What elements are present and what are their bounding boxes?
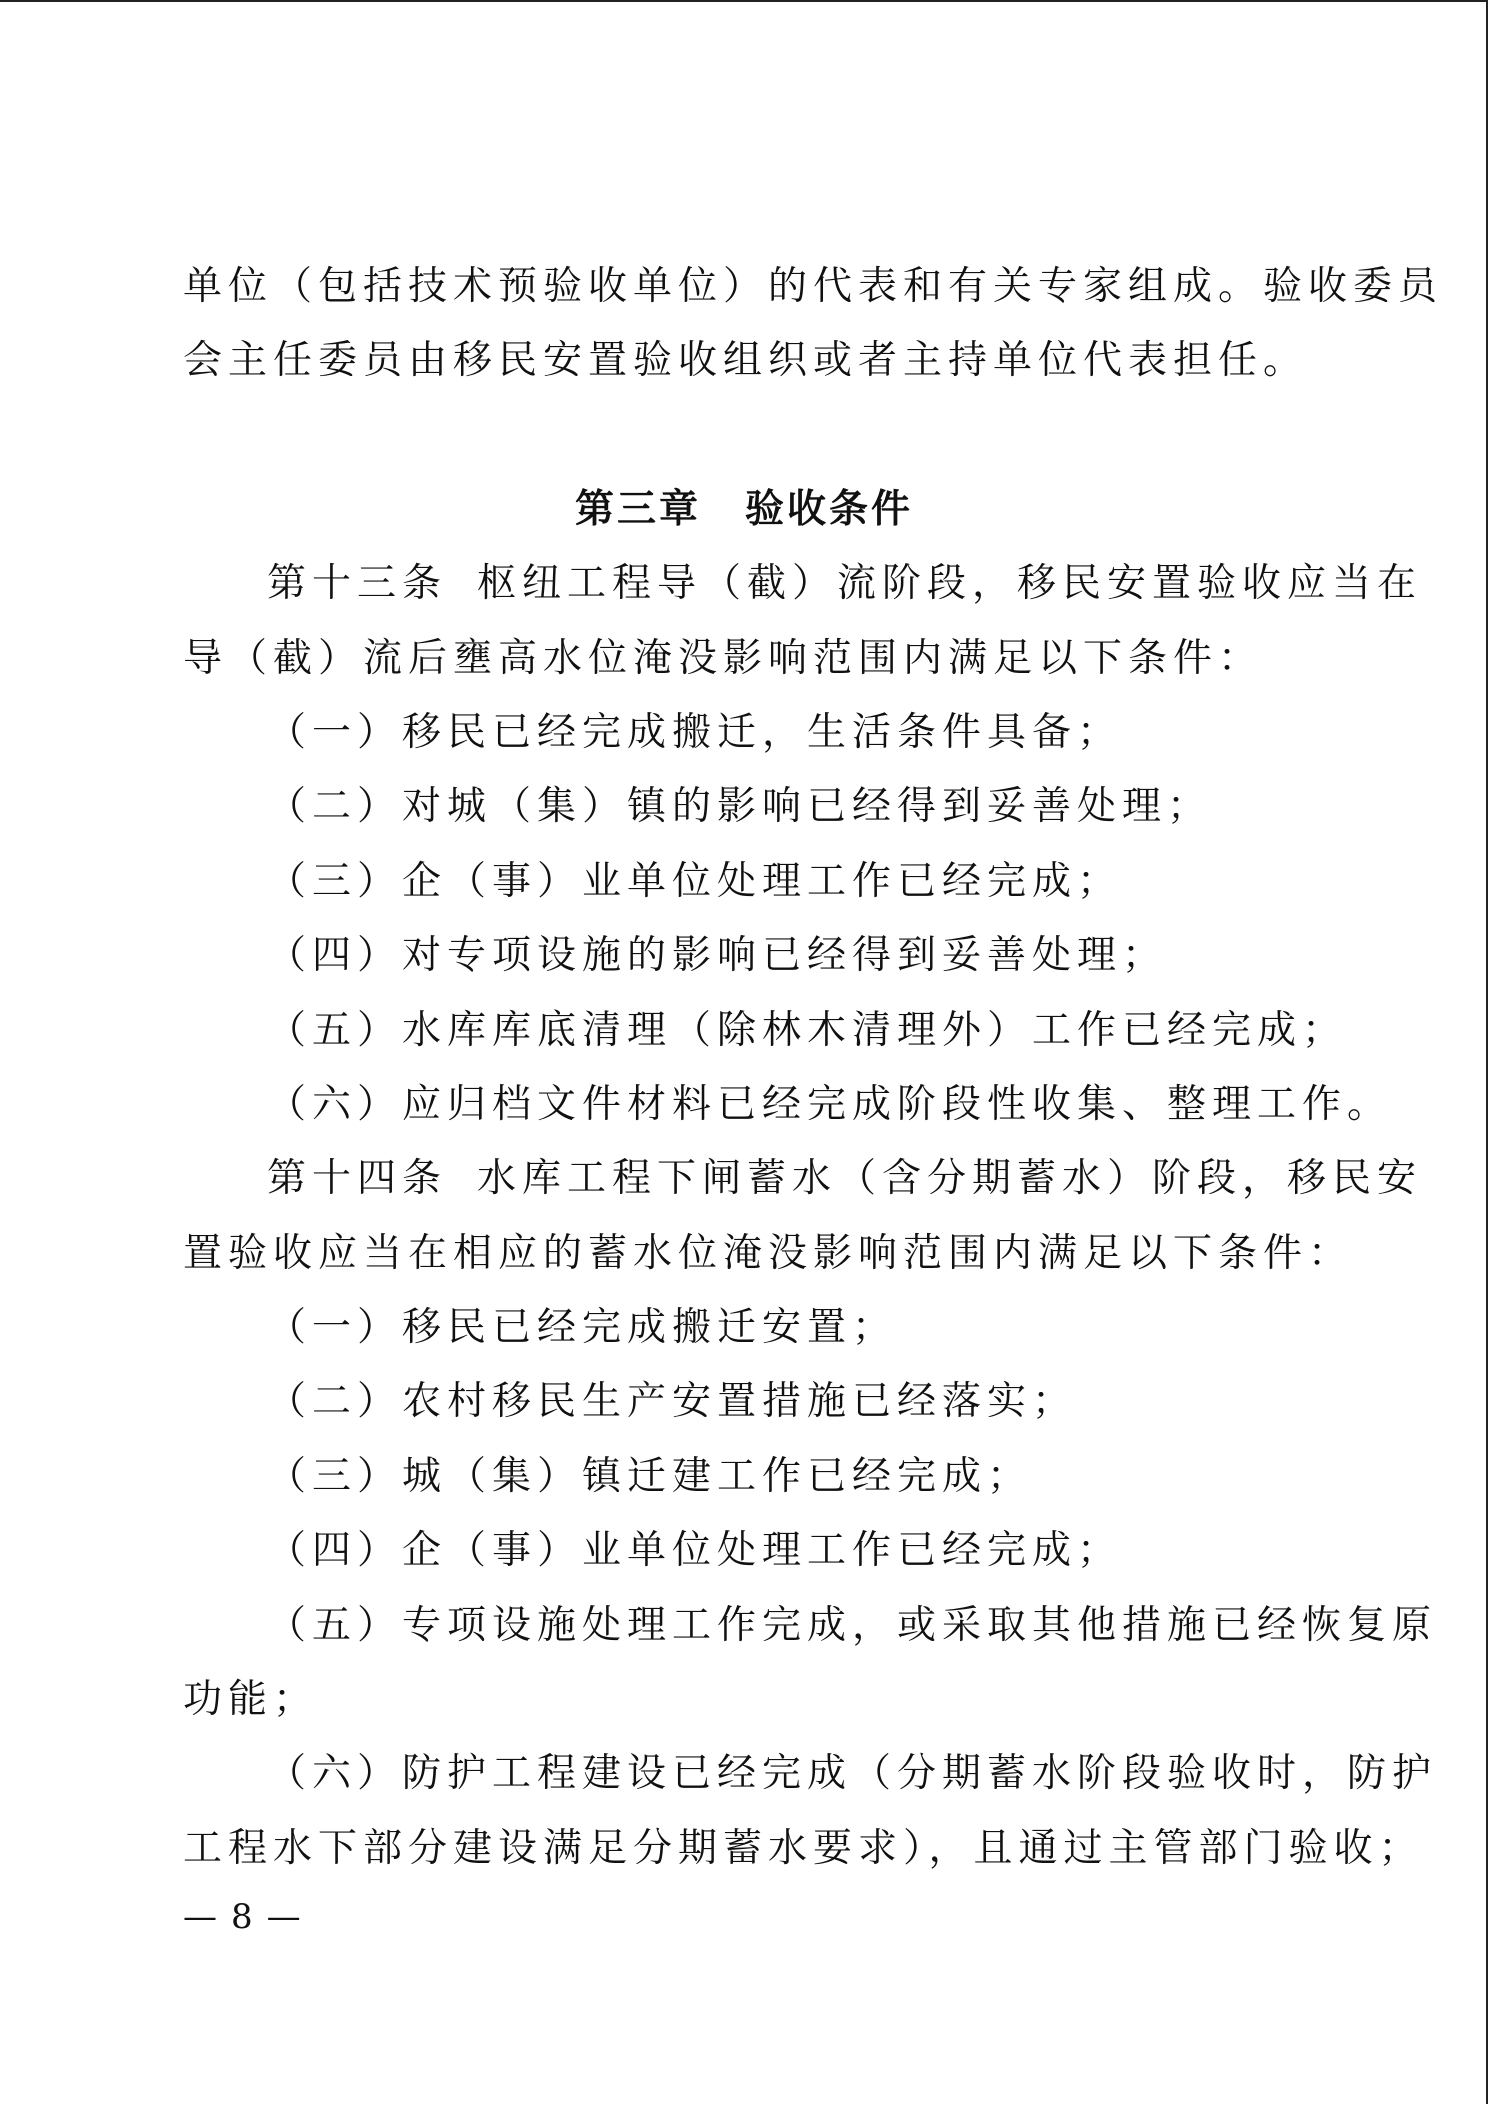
- page-top-edge: [0, 0, 1488, 2]
- chapter-title: 验收条件: [745, 486, 914, 532]
- article-14-head: 第十四条: [267, 1156, 448, 1202]
- continuation-line-1: 单位（包括技术预验收单位）的代表和有关专家组成。验收委员: [183, 264, 1444, 309]
- page-number: 8: [231, 1897, 253, 1937]
- article-14-item-6-line-2: 工程水下部分建设满足分期蓄水要求），且通过主管部门验收；: [183, 1825, 1424, 1871]
- footer-dash-right: —: [266, 1897, 301, 1937]
- article-14-item-4: （四）企（事）业单位处理工作已经完成；: [267, 1528, 1123, 1574]
- article-14-item-6-line-1: （六）防护工程建设已经完成（分期蓄水阶段验收时，防护: [267, 1751, 1438, 1797]
- article-14-line-2: 置验收应当在相应的蓄水位淹没影响范围内满足以下条件：: [183, 1230, 1354, 1276]
- article-13-item-3: （三）企（事）业单位处理工作已经完成；: [267, 858, 1123, 904]
- article-13-item-1: （一）移民已经完成搬迁，生活条件具备；: [267, 709, 1123, 755]
- article-13-item-4: （四）对专项设施的影响已经得到妥善处理；: [267, 933, 1168, 979]
- article-14-item-1: （一）移民已经完成搬迁安置；: [267, 1305, 898, 1351]
- footer-dash-left: —: [183, 1897, 217, 1937]
- article-14-item-5-line-2: 功能；: [183, 1677, 319, 1723]
- article-14-item-5-line-1: （五）专项设施处理工作完成，或采取其他措施已经恢复原: [267, 1602, 1438, 1648]
- article-14-text-1: 水库工程下闸蓄水（含分期蓄水）阶段，移民安: [477, 1156, 1423, 1202]
- article-14-item-2: （二）农村移民生产安置措施已经落实；: [267, 1379, 1078, 1425]
- article-13-item-5: （五）水库库底清理（除林木清理外）工作已经完成；: [267, 1007, 1348, 1053]
- page-number-footer: [183, 1893, 301, 1941]
- article-13-line-1: [183, 547, 1423, 621]
- continuation-line-2: 会主任委员由移民安置验收组织或者主持单位代表担任。: [183, 338, 1309, 384]
- article-13-line-2: 导（截）流后壅高水位淹没影响范围内满足以下条件：: [183, 635, 1264, 681]
- article-14-item-3: （三）城（集）镇迁建工作已经完成；: [267, 1453, 1033, 1499]
- chapter-heading: [183, 473, 1305, 547]
- article-13-head: 第十三条: [267, 561, 448, 607]
- article-13-text-1: 枢纽工程导（截）流阶段，移民安置验收应当在: [477, 561, 1423, 607]
- article-14-line-1: [183, 1142, 1423, 1216]
- document-body: [183, 250, 1444, 1886]
- chapter-number: 第三章: [574, 486, 701, 532]
- article-13-item-6: （六）应归档文件材料已经完成阶段性收集、整理工作。: [267, 1081, 1393, 1127]
- article-13-item-2: （二）对城（集）镇的影响已经得到妥善处理；: [267, 784, 1213, 830]
